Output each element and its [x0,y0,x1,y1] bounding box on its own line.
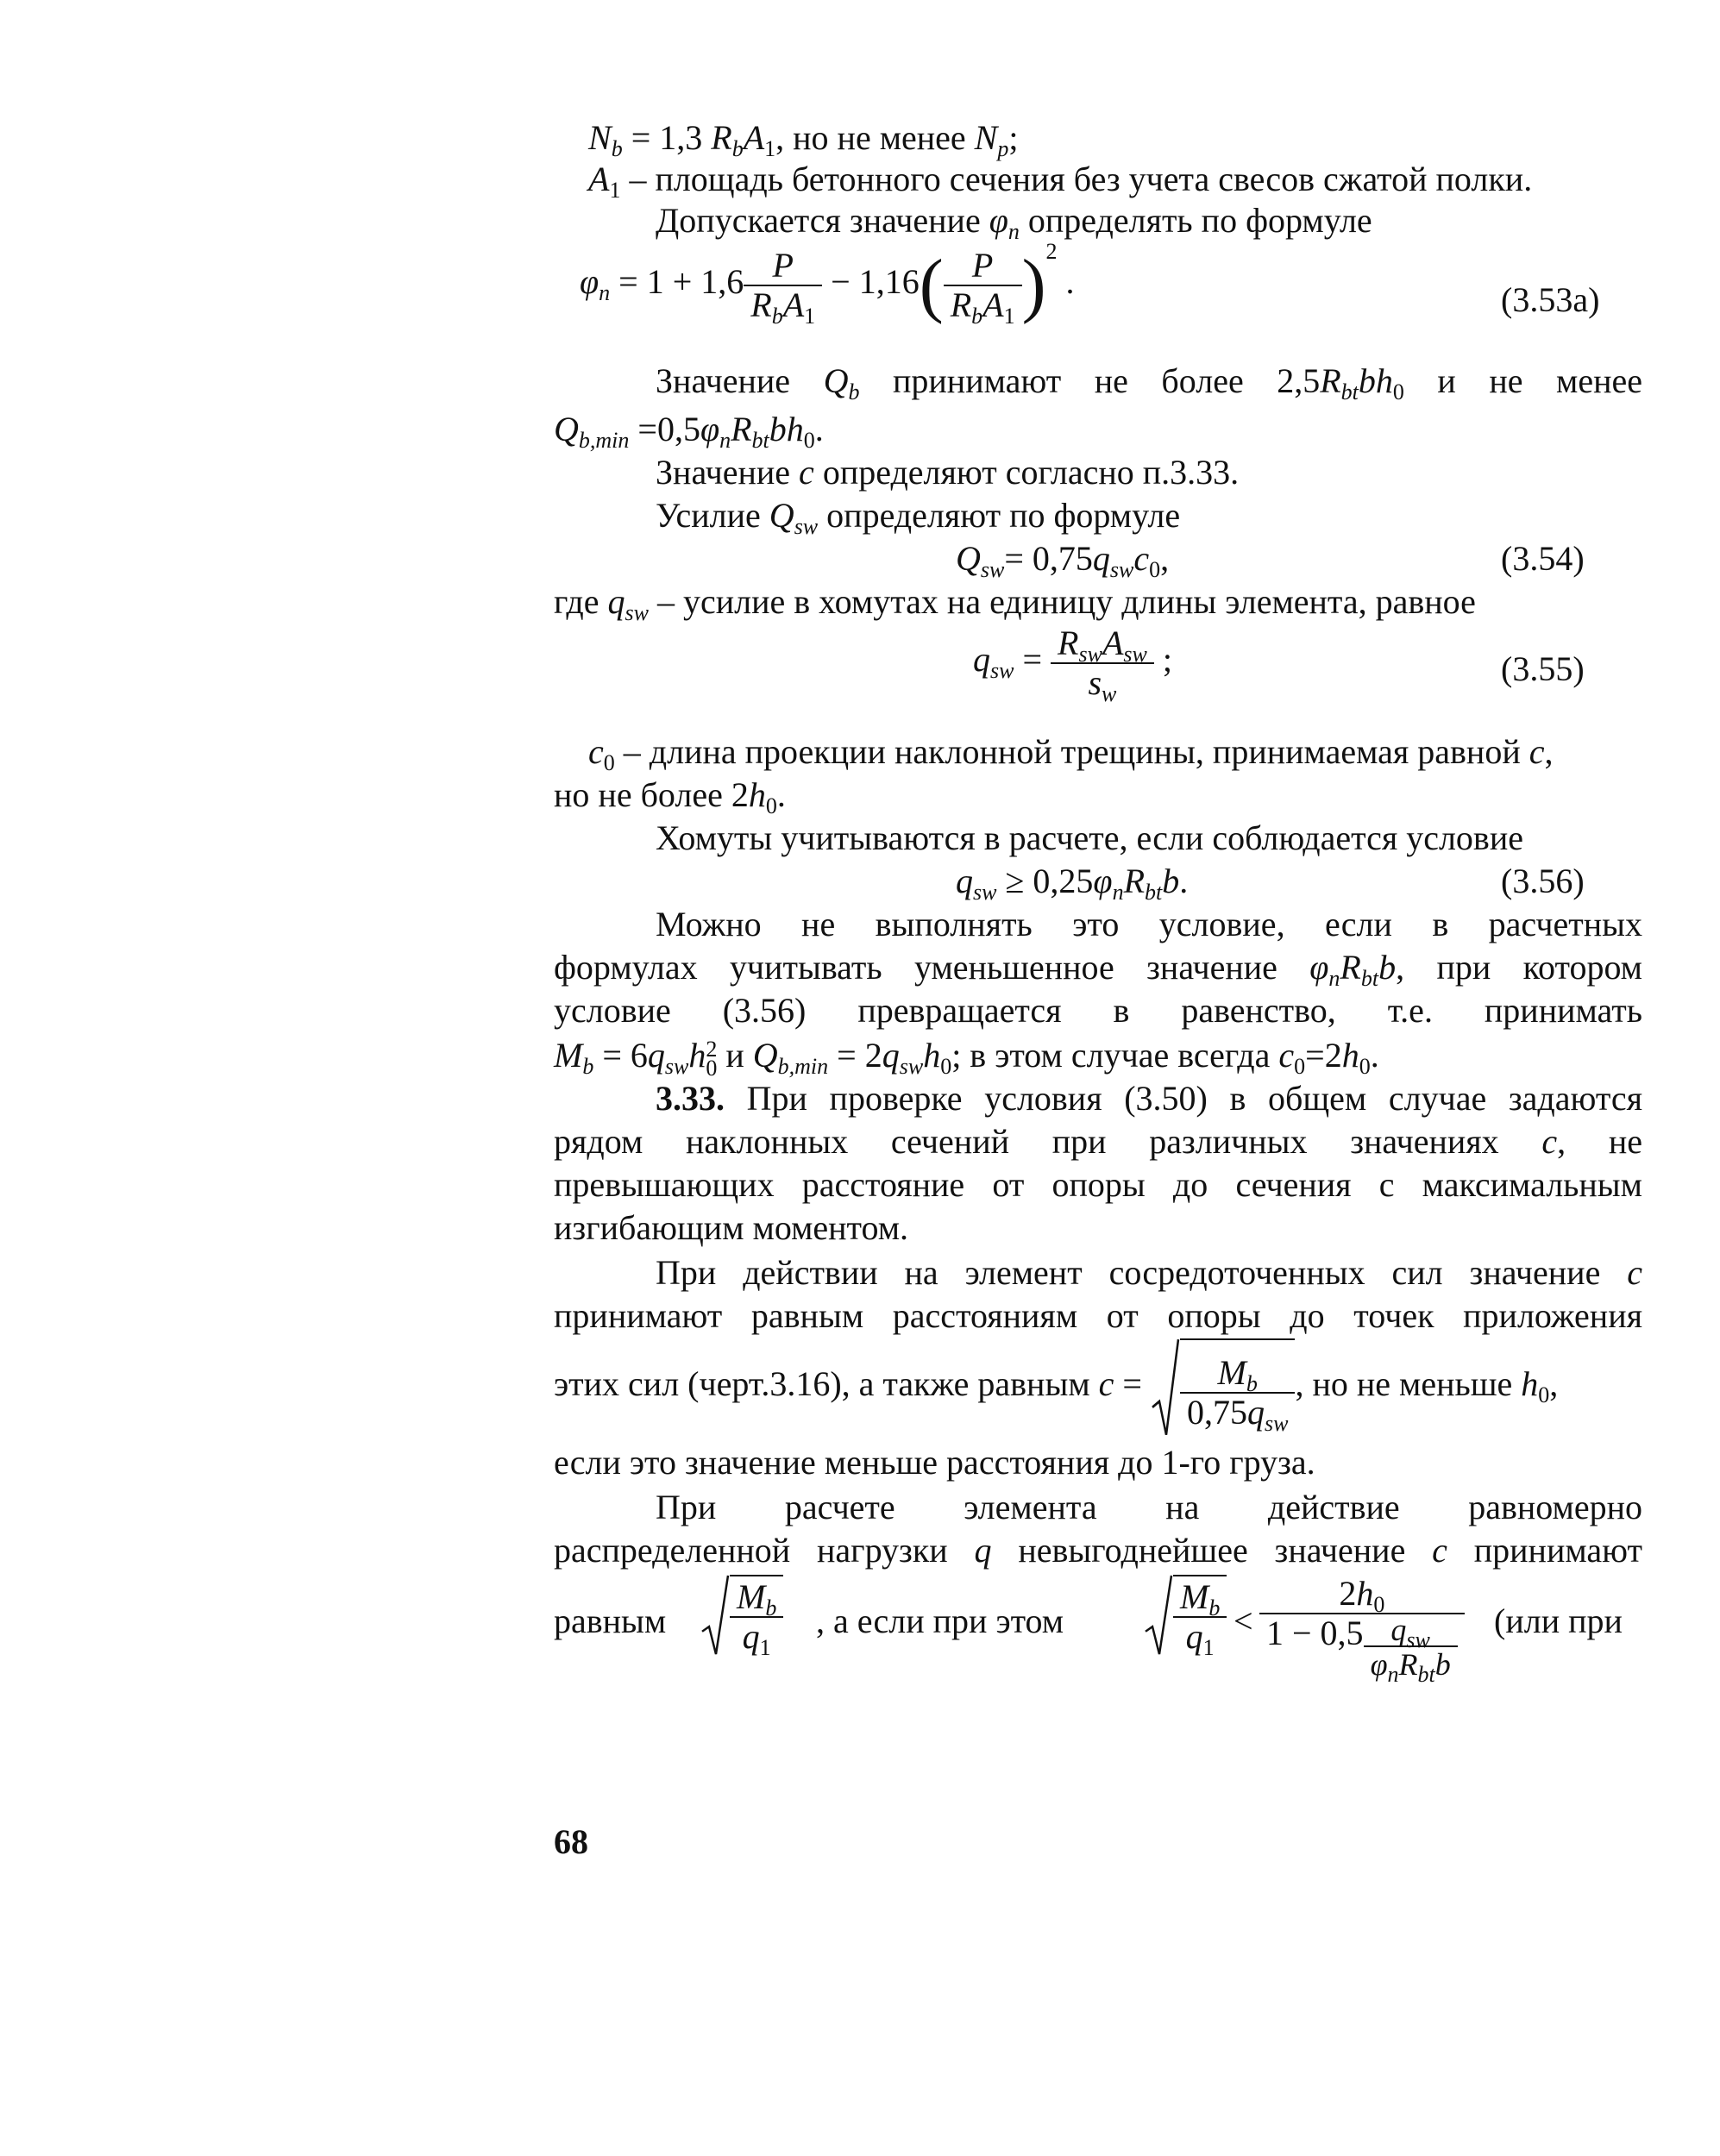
label-ravnym: равным [554,1601,667,1640]
paragraph-line: $M_b = 6q_{sw}h$ 2 0 и $Q_{b,min} = 2q_{sw}h_0$; в этом случае всегда $c_0=2h_0$. [554,1036,1379,1081]
line-c0-limit: но не более $2h_0$. [554,775,786,818]
formula-3-53a: $\varphi_n = 1 + 1,6$ $\frac{P}{R_bA_1}$ − 1,16( $\frac{P}{R_bA_1}$ )$^2$ . [580,239,1075,329]
equation-number-3-53a: (3.53а) [1501,280,1600,319]
line-c-value: Значение c определяют согласно п.3.33. [656,453,1240,492]
paragraph-line: принимают равным расстояниям от опоры до точек приложения [554,1296,1642,1335]
text-a-esli: , а если при этом [816,1601,1064,1640]
compound-fraction: $2h_0$ 1 − 0,5 $\frac{q_{sw}}{\varphi_nR_{bt}b}$ [1259,1575,1465,1682]
line-a1-definition: $A_1$ – площадь бетонного сечения без учета свесов сжатой полки. [588,160,1533,203]
formula-3-54: $Q_{sw}= 0,75q_{sw}c_0$, [956,539,1170,582]
line-qsw-definition: где $q_{sw}$ – усилие в хомутах на единицу длины элемента, равное [554,582,1476,625]
paragraph-line-with-root: этих сил (черт.3.16), а также равным c = $\frac{M_b}{0,75q_{sw}}$ , но не меньше $h_0$, [554,1337,1642,1432]
line-qsw-formula-intro: Усилие $Q_{sw}$ определяют по формуле [656,496,1181,539]
paragraph-line: При расчете элемента на действие равномерно [656,1488,1642,1526]
line-phi-allowed: Допускается значение $\varphi_n$ определять по формуле [656,201,1372,244]
square-root: $\frac{M_b}{0,75q_{sw}}$ [1151,1338,1295,1437]
formula-3-55: $q_{sw}$ = $\frac{R_{sw}A_{sw}}{s_w}$ ; [973,624,1172,706]
section-3-33-start: 3.33. При проверке условия (3.50) в общем случае задаются [656,1079,1642,1118]
less-than: < [1234,1601,1253,1640]
paragraph-line: распределенной нагрузки q невыгоднейшее значение c принимают [554,1531,1642,1570]
page-number: 68 [554,1822,588,1861]
paragraph-line: превышающих расстояние от опоры до сечения с максимальным [554,1165,1642,1204]
line-qb-limits: Значение $Q_b$ принимают не более $2,5R_{bt}bh_0$ и не менее [656,361,1642,404]
line-stirrups-condition: Хомуты учитываются в расчете, если соблюдается условие [656,818,1523,857]
paragraph-line: рядом наклонных сечений при различных значениях c, не [554,1122,1642,1161]
paragraph-line: При действии на элемент сосредоточенных сил значение c [656,1253,1642,1292]
paragraph-line: если это значение меньше расстояния до 1-го груза. [554,1443,1315,1482]
paragraph-line: Можно не выполнять это условие, если в расчетных [656,905,1642,943]
equation-number-3-55: (3.55) [1501,649,1585,688]
equation-number-3-54: (3.54) [1501,539,1585,578]
root-mb-q1: $\frac{M_b}{q_1}$ [700,1575,783,1656]
paragraph-line: формулах учитывать уменьшенное значение $\varphi_nR_{bt}b$, при котором [554,948,1642,991]
line-qb-min: $Q_{b,min} =0,5\varphi_nR_{bt}bh_0$. [554,410,824,453]
line-c0-definition: $c_0$ – длина проекции наклонной трещины, принимаемая равной c, [588,732,1554,775]
text-ili-pri: (или при [1494,1601,1623,1640]
root-mb-q1-second: $\frac{M_b}{q_1}$ [1144,1575,1227,1656]
equation-number-3-56: (3.56) [1501,862,1585,900]
paragraph-line: условие (3.56) превращается в равенство, т.е. принимать [554,991,1642,1030]
paragraph-line: изгибающим моментом. [554,1208,909,1247]
formula-3-56: $q_{sw} \ge 0,25\varphi_nR_{bt}b$. [956,862,1189,905]
line-nb-definition: $N_b = 1,3$ $R_bA_1$, но не менее $N_p$; [588,118,1019,161]
